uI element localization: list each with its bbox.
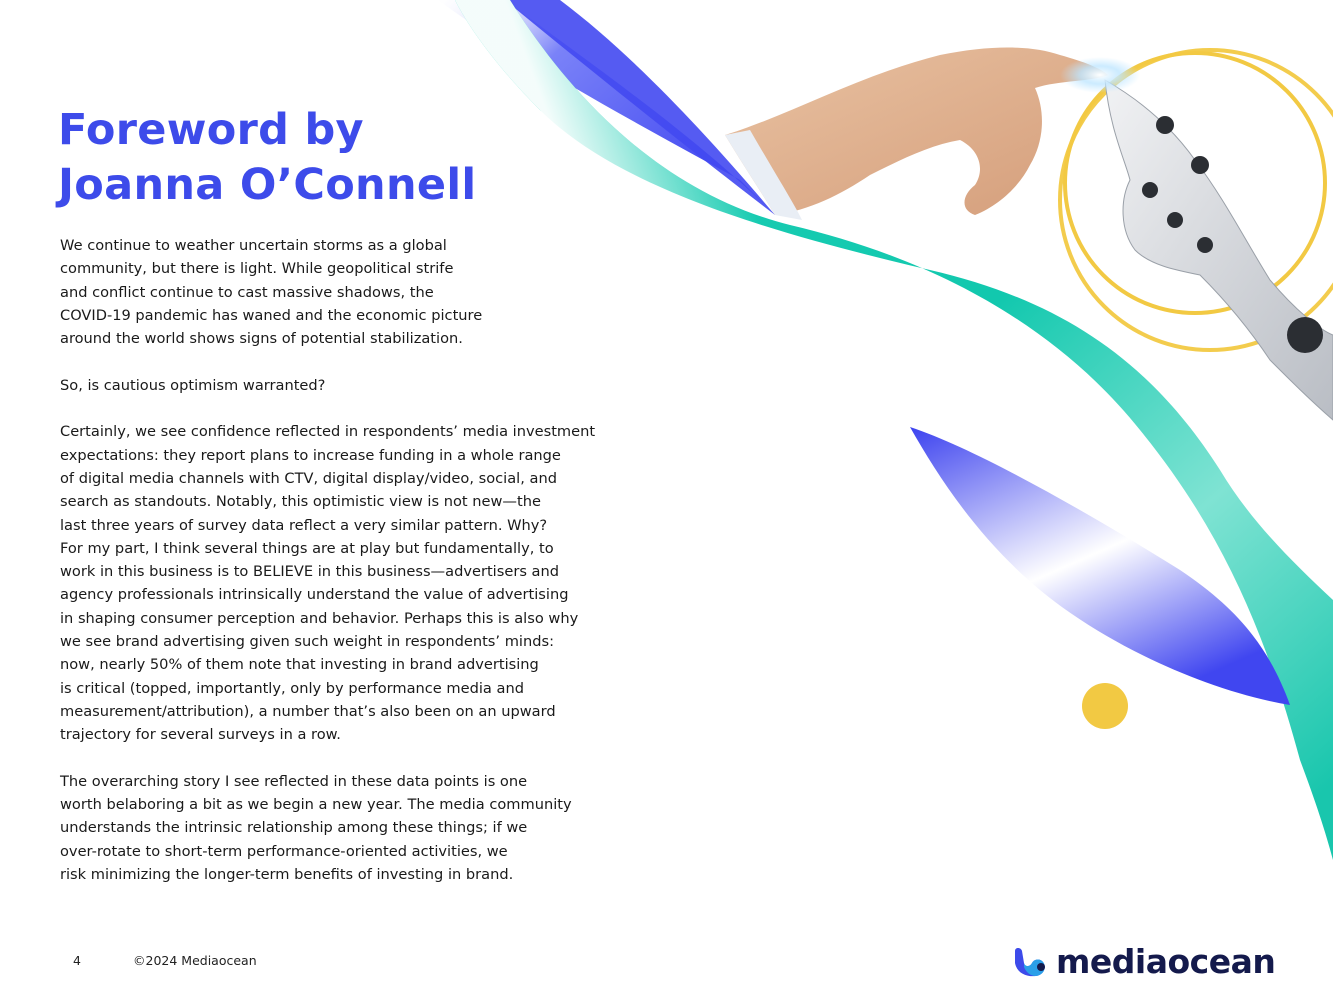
text-line: agency professionals intrinsically understand the value of advertising [60, 586, 569, 604]
text-line: in shaping consumer perception and behavior. Perhaps this is also why [60, 609, 579, 627]
text-line: we see brand advertising given such weight in respondents’ minds: [60, 633, 554, 651]
paragraph-2 [60, 374, 640, 397]
text-line: For my part, I think several things are at play but fundamentally, to [60, 539, 554, 557]
paragraph-3 [60, 420, 640, 746]
text-line: worth belaboring a bit as we begin a new year. The media community [60, 796, 572, 814]
text-line: and conflict continue to cast massive shadows, the [60, 283, 434, 301]
foreword-body [60, 234, 640, 910]
page-number: 4 [73, 953, 81, 968]
text-line: risk minimizing the longer-term benefits of investing in brand. [60, 866, 514, 884]
paragraph-4 [60, 770, 640, 886]
text-line: over-rotate to short-term performance-oriented activities, we [60, 842, 508, 860]
text-line: search as standouts. Notably, this optimistic view is not new—the [60, 493, 541, 511]
text-line: So, is cautious optimism warranted? [60, 376, 326, 394]
text-line: understands the intrinsic relationship among these things; if we [60, 819, 528, 837]
paragraph-1 [60, 234, 640, 350]
page-title [58, 103, 476, 213]
text-line: of digital media channels with CTV, digital display/video, social, and [60, 469, 557, 487]
text-line: around the world shows signs of potential stabilization. [60, 330, 463, 348]
text-line: expectations: they report plans to increase funding in a whole range [60, 446, 561, 464]
text-line: now, nearly 50% of them note that investing in brand advertising [60, 656, 539, 674]
copyright-notice: ©2024 Mediaocean [133, 953, 257, 968]
text-line: community, but there is light. While geopolitical strife [60, 260, 454, 278]
text-line: Certainly, we see confidence reflected in respondents’ media investment [60, 423, 596, 441]
text-line: COVID-19 pandemic has waned and the economic picture [60, 306, 483, 324]
text-line: The overarching story I see reflected in these data points is one [60, 772, 528, 790]
text-line: measurement/attribution), a number that’s also been on an upward [60, 702, 556, 720]
mediaocean-logo-text: mediaocean [1056, 942, 1276, 981]
text-line: work in this business is to BELIEVE in this business—advertisers and [60, 563, 560, 581]
text-line: We continue to weather uncertain storms as a global [60, 237, 447, 254]
title-line-1: Foreword by [58, 105, 364, 155]
title-line-2: Joanna O’Connell [58, 160, 477, 210]
mediaocean-logo-icon [1012, 945, 1050, 979]
text-line: trajectory for several surveys in a row. [60, 726, 341, 744]
text-line: is critical (topped, importantly, only by performance media and [60, 679, 524, 697]
mediaocean-logo [1012, 940, 1282, 984]
text-line: last three years of survey data reflect a very similar pattern. Why? [60, 516, 548, 534]
